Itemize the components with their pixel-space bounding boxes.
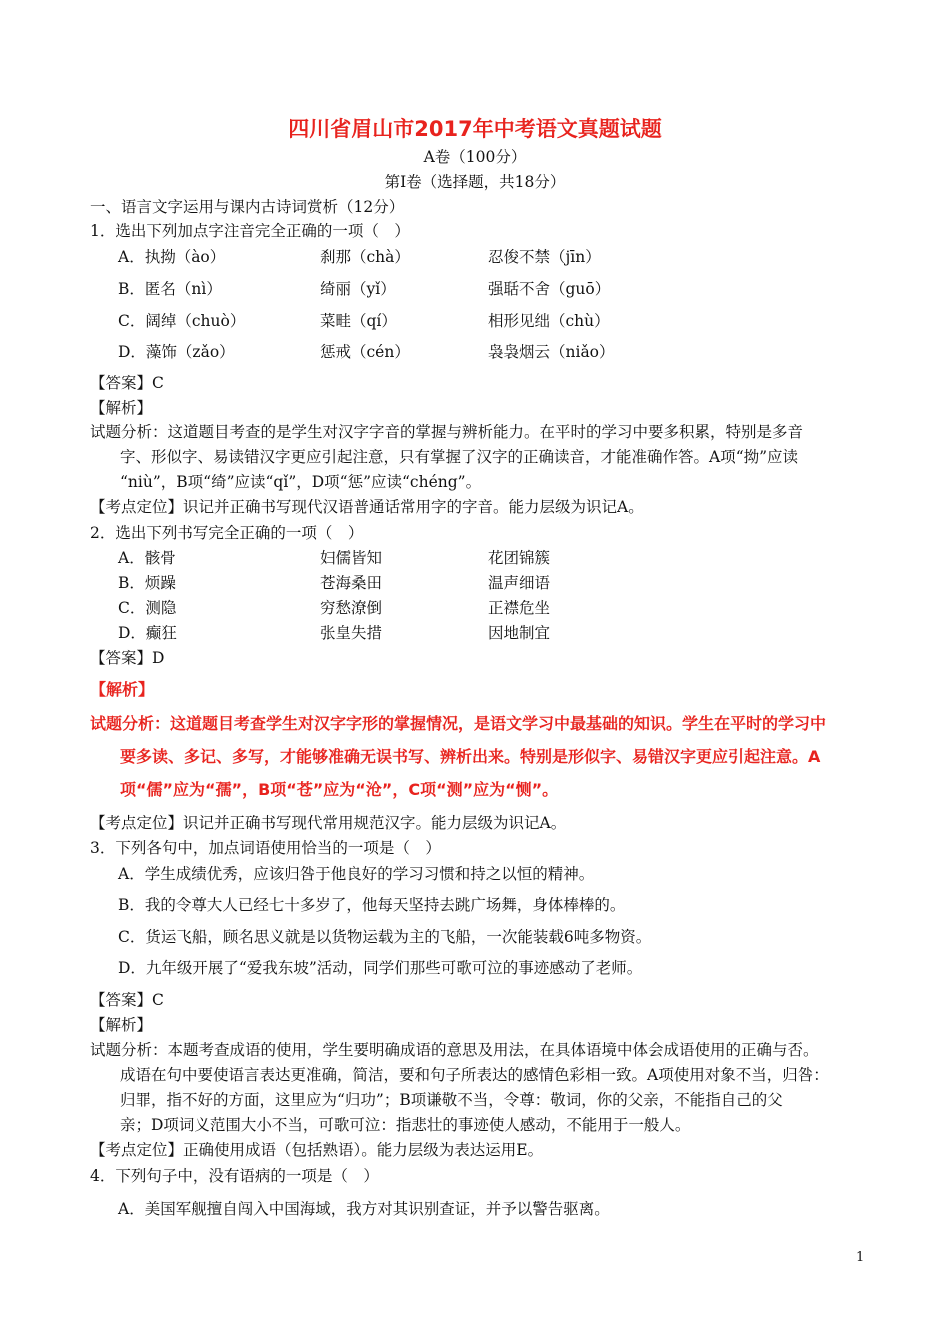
q2-option-d-col2: 张皇失措 [320, 624, 383, 642]
q2-analysis-line: 项“儒”应为“孺”，B项“苍”应为“沧”，C项“测”应为“恻”。 [120, 780, 559, 799]
question-1-stem: 1．选出下列加点字注音完全正确的一项（ ） [90, 222, 410, 240]
q1-analysis-label: 【解析】 [90, 399, 153, 417]
q2-analysis-label: 【解析】 [90, 680, 155, 699]
q2-option-a-col1: A．骸骨 [118, 549, 176, 567]
section-heading: 第Ⅰ卷（选择题，共18分） [384, 173, 566, 191]
q1-knowledge-point: 【考点定位】识记并正确书写现代汉语普通话常用字的字音。能力层级为识记A。 [90, 498, 644, 516]
q2-option-c-col3: 正襟危坐 [488, 599, 551, 617]
q1-analysis-line: 试题分析：这道题目考查的是学生对汉字字音的掌握与辨析能力。在平时的学习中要多积累，特别是多音 [90, 423, 804, 441]
q3-option-d: D．九年级开展了“爱我东坡”活动，同学们那些可歌可泣的事迹感动了老师。 [118, 959, 643, 977]
q2-option-c-col1: C．测隐 [118, 599, 177, 617]
q3-analysis-line: 亲；D项词义范围大小不当，可歌可泣：指悲壮的事迹使人感动，不能用于一般人。 [120, 1116, 691, 1134]
q1-option-c-col2: 菜畦（qí） [320, 312, 397, 330]
q1-option-a-col2: 刹那（chà） [320, 248, 410, 266]
q3-option-b: B．我的令尊大人已经七十多岁了，他每天坚持去跳广场舞，身体棒棒的。 [118, 896, 626, 914]
question-2-stem: 2．选出下列书写完全正确的一项（ ） [90, 524, 364, 542]
q1-option-c-col3: 相形见绌（chù） [488, 312, 610, 330]
q2-option-c-col2: 穷愁潦倒 [320, 599, 383, 617]
q2-option-a-col2: 妇儒皆知 [320, 549, 383, 567]
q2-analysis-line: 试题分析：这道题目考查学生对汉字字形的掌握情况，是语文学习中最基础的知识。学生在平时的学习中 [90, 714, 827, 733]
q3-analysis-line: 成语在句中要使语言表达更准确，简洁，要和句子所表达的感情色彩相一致。A项使用对象不当，归咎： [120, 1066, 829, 1084]
q2-option-d-col1: D．癫狂 [118, 624, 177, 642]
q2-option-d-col3: 因地制宜 [488, 624, 551, 642]
q2-knowledge-point: 【考点定位】识记并正确书写现代常用规范汉字。能力层级为识记A。 [90, 814, 567, 832]
q2-answer: 【答案】D [90, 649, 165, 667]
q2-option-b-col1: B．烦躁 [118, 574, 176, 592]
q3-analysis-label: 【解析】 [90, 1016, 153, 1034]
q2-analysis-line: 要多读、多记、多写，才能够准确无误书写、辨析出来。特别是形似字、易错汉字更应引起注意。A [120, 747, 821, 766]
page-number: 1 [856, 1250, 865, 1265]
q4-option-a: A．美国军舰擅自闯入中国海域，我方对其识别查证，并予以警告驱离。 [118, 1200, 610, 1218]
part-heading: 一、语言文字运用与课内古诗词赏析（12分） [90, 198, 405, 216]
q1-option-a-col3: 忍俊不禁（jīn） [488, 248, 601, 266]
q1-option-d-col1: D．藻饰（zǎo） [118, 343, 235, 361]
q1-option-d-col2: 惩戒（cén） [320, 343, 410, 361]
q1-answer: 【答案】C [90, 374, 164, 392]
q2-option-b-col2: 苍海桑田 [320, 574, 383, 592]
q2-option-b-col3: 温声细语 [488, 574, 551, 592]
q3-option-a: A．学生成绩优秀，应该归咎于他良好的学习习惯和持之以恒的精神。 [118, 865, 595, 883]
q2-option-a-col3: 花团锦簇 [488, 549, 551, 567]
q3-knowledge-point: 【考点定位】正确使用成语（包括熟语）。能力层级为表达运用E。 [90, 1141, 544, 1159]
q1-option-b-col2: 绮丽（yǐ） [320, 280, 396, 298]
q3-analysis-line: 归罪，指不好的方面，这里应为“归功”；B项谦敬不当，令尊：敬词，你的父亲，不能指自己的父 [120, 1091, 783, 1109]
q1-option-b-col3: 强聒不舍（guō） [488, 280, 611, 298]
paper-subtitle: A卷（100分） [423, 148, 527, 166]
question-3-stem: 3．下列各句中，加点词语使用恰当的一项是（ ） [90, 839, 441, 857]
q3-answer: 【答案】C [90, 991, 164, 1009]
q1-analysis-line: 字、形似字、易读错汉字更应引起注意，只有掌握了汉字的正确读音，才能准确作答。A项“拗”应读 [120, 448, 799, 466]
q1-analysis-line: “niù”，B项“绮”应读“qǐ”，D项“惩”应读“chéng”。 [120, 473, 482, 491]
question-4-stem: 4．下列句子中，没有语病的一项是（ ） [90, 1167, 379, 1185]
q3-option-c: C．货运飞船，顾名思义就是以货物运载为主的飞船，一次能装载6吨多物资。 [118, 928, 652, 946]
q1-option-d-col3: 袅袅烟云（niǎo） [488, 343, 615, 361]
q1-option-a-col1: A．执拗（ào） [118, 248, 226, 266]
page-title: 四川省眉山市2017年中考语文真题试题 [288, 117, 662, 141]
q1-option-b-col1: B．匿名（nì） [118, 280, 222, 298]
q3-analysis-line: 试题分析：本题考查成语的使用，学生要明确成语的意思及用法，在具体语境中体会成语使用的正确与否。 [90, 1041, 819, 1059]
q1-option-c-col1: C．阔绰（chuò） [118, 312, 246, 330]
